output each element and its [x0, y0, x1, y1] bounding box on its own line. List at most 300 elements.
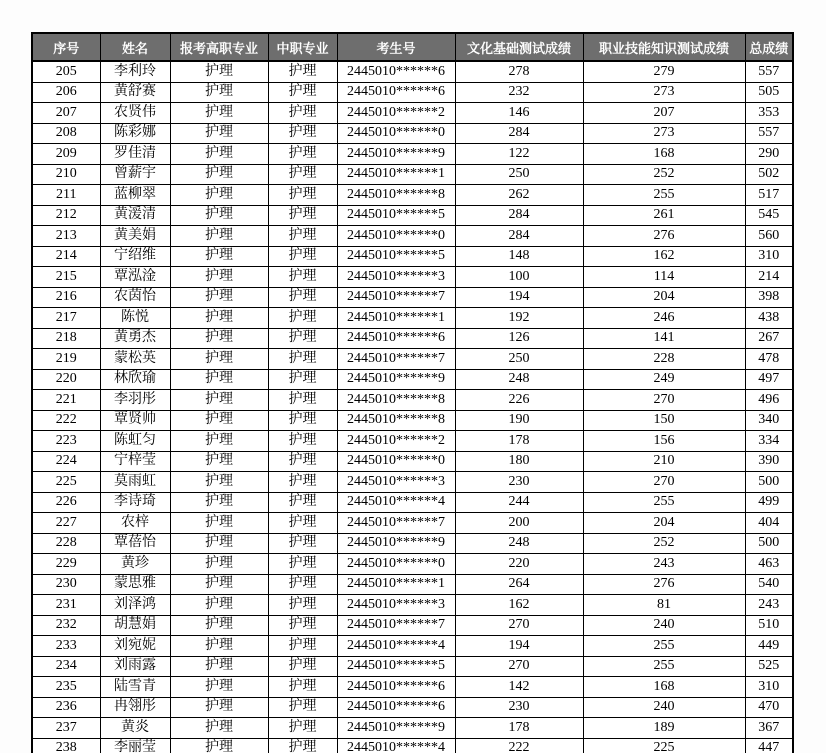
table-row: [32, 185, 793, 206]
cell-total-score: 545: [745, 205, 793, 226]
cell-culture-score: 194: [455, 636, 583, 657]
cell-secondary-major: 护理: [268, 185, 337, 206]
cell-name: 罗佳清: [100, 144, 170, 165]
cell-name: 宁梓莹: [100, 451, 170, 472]
table-row: [32, 328, 793, 349]
cell-candidate-number: 2445010******8: [337, 390, 455, 411]
cell-culture-score: 270: [455, 656, 583, 677]
cell-secondary-major: 护理: [268, 554, 337, 575]
table-row: [32, 697, 793, 718]
score-table: [31, 32, 794, 753]
cell-culture-score: 250: [455, 349, 583, 370]
cell-name: 宁绍维: [100, 246, 170, 267]
cell-serial: 206: [32, 82, 100, 103]
cell-culture-score: 230: [455, 472, 583, 493]
cell-skill-score: 273: [583, 82, 745, 103]
cell-total-score: 447: [745, 738, 793, 753]
cell-serial: 221: [32, 390, 100, 411]
cell-secondary-major: 护理: [268, 123, 337, 144]
cell-culture-score: 162: [455, 595, 583, 616]
cell-skill-score: 162: [583, 246, 745, 267]
cell-candidate-number: 2445010******8: [337, 185, 455, 206]
cell-skill-score: 255: [583, 492, 745, 513]
cell-candidate-number: 2445010******1: [337, 574, 455, 595]
cell-secondary-major: 护理: [268, 246, 337, 267]
cell-secondary-major: 护理: [268, 61, 337, 82]
cell-vocational-major: 护理: [170, 103, 268, 124]
cell-total-score: 478: [745, 349, 793, 370]
cell-total-score: 496: [745, 390, 793, 411]
table-row: [32, 718, 793, 739]
cell-culture-score: 264: [455, 574, 583, 595]
cell-candidate-number: 2445010******2: [337, 431, 455, 452]
cell-skill-score: 141: [583, 328, 745, 349]
column-header: 中职专业: [268, 33, 337, 61]
cell-secondary-major: 护理: [268, 472, 337, 493]
table-row: [32, 677, 793, 698]
cell-candidate-number: 2445010******6: [337, 697, 455, 718]
table-row: [32, 61, 793, 82]
cell-vocational-major: 护理: [170, 677, 268, 698]
cell-secondary-major: 护理: [268, 451, 337, 472]
cell-vocational-major: 护理: [170, 308, 268, 329]
cell-name: 黄湲清: [100, 205, 170, 226]
cell-secondary-major: 护理: [268, 103, 337, 124]
cell-culture-score: 122: [455, 144, 583, 165]
cell-skill-score: 114: [583, 267, 745, 288]
cell-vocational-major: 护理: [170, 287, 268, 308]
cell-skill-score: 240: [583, 615, 745, 636]
table-row: [32, 390, 793, 411]
cell-name: 冉翎彤: [100, 697, 170, 718]
cell-vocational-major: 护理: [170, 123, 268, 144]
cell-culture-score: 226: [455, 390, 583, 411]
cell-total-score: 404: [745, 513, 793, 534]
cell-skill-score: 156: [583, 431, 745, 452]
cell-vocational-major: 护理: [170, 492, 268, 513]
cell-vocational-major: 护理: [170, 205, 268, 226]
cell-skill-score: 270: [583, 472, 745, 493]
cell-culture-score: 222: [455, 738, 583, 753]
cell-vocational-major: 护理: [170, 615, 268, 636]
cell-skill-score: 81: [583, 595, 745, 616]
cell-serial: 236: [32, 697, 100, 718]
cell-serial: 220: [32, 369, 100, 390]
table-row: [32, 738, 793, 753]
cell-serial: 225: [32, 472, 100, 493]
cell-candidate-number: 2445010******6: [337, 82, 455, 103]
cell-name: 覃蓓怡: [100, 533, 170, 554]
cell-serial: 238: [32, 738, 100, 753]
cell-serial: 226: [32, 492, 100, 513]
cell-vocational-major: 护理: [170, 390, 268, 411]
cell-skill-score: 276: [583, 226, 745, 247]
cell-skill-score: 225: [583, 738, 745, 753]
cell-secondary-major: 护理: [268, 390, 337, 411]
table-row: [32, 308, 793, 329]
cell-name: 李羽彤: [100, 390, 170, 411]
cell-skill-score: 207: [583, 103, 745, 124]
cell-skill-score: 189: [583, 718, 745, 739]
cell-culture-score: 126: [455, 328, 583, 349]
table-row: [32, 410, 793, 431]
table-row: [32, 287, 793, 308]
table-row: [32, 554, 793, 575]
cell-skill-score: 228: [583, 349, 745, 370]
cell-candidate-number: 2445010******3: [337, 472, 455, 493]
cell-candidate-number: 2445010******0: [337, 554, 455, 575]
cell-culture-score: 194: [455, 287, 583, 308]
cell-serial: 215: [32, 267, 100, 288]
column-header: 总成绩: [745, 33, 793, 61]
cell-secondary-major: 护理: [268, 431, 337, 452]
cell-secondary-major: 护理: [268, 615, 337, 636]
cell-serial: 212: [32, 205, 100, 226]
cell-skill-score: 168: [583, 677, 745, 698]
cell-secondary-major: 护理: [268, 205, 337, 226]
cell-secondary-major: 护理: [268, 595, 337, 616]
table-row: [32, 369, 793, 390]
table-row: [32, 472, 793, 493]
cell-name: 农梓: [100, 513, 170, 534]
cell-vocational-major: 护理: [170, 369, 268, 390]
cell-name: 黄舒赛: [100, 82, 170, 103]
cell-skill-score: 252: [583, 164, 745, 185]
cell-total-score: 310: [745, 246, 793, 267]
cell-total-score: 500: [745, 472, 793, 493]
cell-secondary-major: 护理: [268, 533, 337, 554]
cell-culture-score: 248: [455, 533, 583, 554]
cell-culture-score: 270: [455, 615, 583, 636]
column-header: 文化基础测试成绩: [455, 33, 583, 61]
cell-total-score: 353: [745, 103, 793, 124]
table-row: [32, 226, 793, 247]
cell-culture-score: 190: [455, 410, 583, 431]
cell-secondary-major: 护理: [268, 697, 337, 718]
cell-culture-score: 142: [455, 677, 583, 698]
cell-secondary-major: 护理: [268, 513, 337, 534]
cell-skill-score: 204: [583, 287, 745, 308]
cell-candidate-number: 2445010******7: [337, 513, 455, 534]
cell-secondary-major: 护理: [268, 718, 337, 739]
cell-skill-score: 255: [583, 185, 745, 206]
cell-vocational-major: 护理: [170, 185, 268, 206]
cell-candidate-number: 2445010******0: [337, 226, 455, 247]
score-table-body: [32, 61, 793, 753]
cell-total-score: 310: [745, 677, 793, 698]
cell-vocational-major: 护理: [170, 246, 268, 267]
cell-serial: 224: [32, 451, 100, 472]
cell-skill-score: 240: [583, 697, 745, 718]
cell-total-score: 517: [745, 185, 793, 206]
column-header: 姓名: [100, 33, 170, 61]
cell-candidate-number: 2445010******2: [337, 103, 455, 124]
cell-candidate-number: 2445010******9: [337, 718, 455, 739]
cell-vocational-major: 护理: [170, 328, 268, 349]
cell-serial: 211: [32, 185, 100, 206]
cell-serial: 219: [32, 349, 100, 370]
cell-serial: 213: [32, 226, 100, 247]
cell-culture-score: 180: [455, 451, 583, 472]
table-row: [32, 164, 793, 185]
cell-vocational-major: 护理: [170, 472, 268, 493]
cell-culture-score: 192: [455, 308, 583, 329]
cell-candidate-number: 2445010******4: [337, 492, 455, 513]
cell-total-score: 497: [745, 369, 793, 390]
cell-skill-score: 150: [583, 410, 745, 431]
cell-vocational-major: 护理: [170, 574, 268, 595]
cell-total-score: 470: [745, 697, 793, 718]
cell-candidate-number: 2445010******7: [337, 349, 455, 370]
cell-culture-score: 244: [455, 492, 583, 513]
cell-total-score: 525: [745, 656, 793, 677]
cell-culture-score: 146: [455, 103, 583, 124]
cell-culture-score: 148: [455, 246, 583, 267]
cell-name: 曾薪宇: [100, 164, 170, 185]
cell-total-score: 267: [745, 328, 793, 349]
cell-vocational-major: 护理: [170, 164, 268, 185]
cell-name: 蒙思雅: [100, 574, 170, 595]
cell-serial: 208: [32, 123, 100, 144]
cell-secondary-major: 护理: [268, 287, 337, 308]
cell-candidate-number: 2445010******5: [337, 656, 455, 677]
cell-skill-score: 255: [583, 656, 745, 677]
cell-vocational-major: 护理: [170, 533, 268, 554]
cell-serial: 217: [32, 308, 100, 329]
cell-serial: 227: [32, 513, 100, 534]
cell-serial: 232: [32, 615, 100, 636]
cell-culture-score: 230: [455, 697, 583, 718]
table-row: [32, 595, 793, 616]
cell-secondary-major: 护理: [268, 574, 337, 595]
cell-culture-score: 262: [455, 185, 583, 206]
cell-total-score: 502: [745, 164, 793, 185]
cell-skill-score: 279: [583, 61, 745, 82]
header-row: [32, 33, 793, 61]
cell-total-score: 557: [745, 123, 793, 144]
cell-name: 刘宛妮: [100, 636, 170, 657]
cell-name: 刘雨露: [100, 656, 170, 677]
cell-total-score: 340: [745, 410, 793, 431]
cell-serial: 209: [32, 144, 100, 165]
cell-candidate-number: 2445010******3: [337, 595, 455, 616]
table-row: [32, 144, 793, 165]
cell-secondary-major: 护理: [268, 164, 337, 185]
cell-name: 黄美娟: [100, 226, 170, 247]
table-row: [32, 533, 793, 554]
table-row: [32, 574, 793, 595]
cell-total-score: 390: [745, 451, 793, 472]
cell-serial: 230: [32, 574, 100, 595]
cell-skill-score: 243: [583, 554, 745, 575]
cell-name: 莫雨虹: [100, 472, 170, 493]
cell-total-score: 290: [745, 144, 793, 165]
cell-skill-score: 261: [583, 205, 745, 226]
cell-name: 黄炎: [100, 718, 170, 739]
cell-serial: 214: [32, 246, 100, 267]
cell-secondary-major: 护理: [268, 677, 337, 698]
cell-total-score: 560: [745, 226, 793, 247]
cell-vocational-major: 护理: [170, 554, 268, 575]
cell-name: 林欣瑜: [100, 369, 170, 390]
column-header: 序号: [32, 33, 100, 61]
cell-total-score: 214: [745, 267, 793, 288]
cell-serial: 235: [32, 677, 100, 698]
cell-vocational-major: 护理: [170, 144, 268, 165]
cell-serial: 228: [32, 533, 100, 554]
cell-candidate-number: 2445010******1: [337, 164, 455, 185]
table-row: [32, 123, 793, 144]
cell-candidate-number: 2445010******1: [337, 308, 455, 329]
cell-skill-score: 270: [583, 390, 745, 411]
cell-total-score: 500: [745, 533, 793, 554]
cell-skill-score: 255: [583, 636, 745, 657]
cell-serial: 223: [32, 431, 100, 452]
cell-vocational-major: 护理: [170, 636, 268, 657]
cell-total-score: 557: [745, 61, 793, 82]
cell-culture-score: 278: [455, 61, 583, 82]
cell-vocational-major: 护理: [170, 226, 268, 247]
cell-vocational-major: 护理: [170, 267, 268, 288]
table-row: [32, 267, 793, 288]
cell-culture-score: 100: [455, 267, 583, 288]
cell-vocational-major: 护理: [170, 349, 268, 370]
cell-candidate-number: 2445010******6: [337, 328, 455, 349]
table-row: [32, 513, 793, 534]
cell-name: 李诗琦: [100, 492, 170, 513]
cell-serial: 233: [32, 636, 100, 657]
cell-skill-score: 276: [583, 574, 745, 595]
column-header: 职业技能知识测试成绩: [583, 33, 745, 61]
cell-vocational-major: 护理: [170, 451, 268, 472]
cell-vocational-major: 护理: [170, 513, 268, 534]
cell-culture-score: 284: [455, 226, 583, 247]
cell-candidate-number: 2445010******0: [337, 451, 455, 472]
cell-total-score: 540: [745, 574, 793, 595]
cell-name: 蒙松英: [100, 349, 170, 370]
cell-candidate-number: 2445010******4: [337, 636, 455, 657]
cell-serial: 205: [32, 61, 100, 82]
cell-vocational-major: 护理: [170, 738, 268, 753]
cell-secondary-major: 护理: [268, 656, 337, 677]
cell-secondary-major: 护理: [268, 410, 337, 431]
cell-name: 黄珍: [100, 554, 170, 575]
cell-name: 陈彩娜: [100, 123, 170, 144]
cell-serial: 210: [32, 164, 100, 185]
cell-name: 蓝柳翠: [100, 185, 170, 206]
cell-name: 农贤伟: [100, 103, 170, 124]
cell-culture-score: 250: [455, 164, 583, 185]
cell-serial: 218: [32, 328, 100, 349]
cell-serial: 229: [32, 554, 100, 575]
cell-candidate-number: 2445010******3: [337, 267, 455, 288]
cell-candidate-number: 2445010******9: [337, 533, 455, 554]
table-row: [32, 636, 793, 657]
table-row: [32, 615, 793, 636]
cell-secondary-major: 护理: [268, 492, 337, 513]
cell-candidate-number: 2445010******5: [337, 205, 455, 226]
cell-name: 黄勇杰: [100, 328, 170, 349]
cell-candidate-number: 2445010******5: [337, 246, 455, 267]
cell-total-score: 510: [745, 615, 793, 636]
cell-secondary-major: 护理: [268, 328, 337, 349]
cell-candidate-number: 2445010******9: [337, 369, 455, 390]
cell-serial: 216: [32, 287, 100, 308]
table-row: [32, 451, 793, 472]
table-row: [32, 82, 793, 103]
cell-vocational-major: 护理: [170, 656, 268, 677]
cell-name: 刘泽鸿: [100, 595, 170, 616]
cell-vocational-major: 护理: [170, 82, 268, 103]
cell-vocational-major: 护理: [170, 410, 268, 431]
cell-serial: 237: [32, 718, 100, 739]
cell-candidate-number: 2445010******6: [337, 61, 455, 82]
column-header: 考生号: [337, 33, 455, 61]
cell-candidate-number: 2445010******7: [337, 615, 455, 636]
cell-vocational-major: 护理: [170, 431, 268, 452]
table-row: [32, 205, 793, 226]
cell-skill-score: 204: [583, 513, 745, 534]
cell-serial: 234: [32, 656, 100, 677]
cell-skill-score: 273: [583, 123, 745, 144]
cell-total-score: 438: [745, 308, 793, 329]
cell-culture-score: 284: [455, 123, 583, 144]
cell-name: 陆雪青: [100, 677, 170, 698]
cell-candidate-number: 2445010******9: [337, 144, 455, 165]
cell-culture-score: 178: [455, 718, 583, 739]
cell-name: 胡慧娟: [100, 615, 170, 636]
cell-name: 李丽莹: [100, 738, 170, 753]
cell-candidate-number: 2445010******4: [337, 738, 455, 753]
cell-skill-score: 249: [583, 369, 745, 390]
cell-total-score: 367: [745, 718, 793, 739]
cell-skill-score: 246: [583, 308, 745, 329]
cell-total-score: 449: [745, 636, 793, 657]
cell-secondary-major: 护理: [268, 369, 337, 390]
cell-candidate-number: 2445010******6: [337, 677, 455, 698]
cell-secondary-major: 护理: [268, 144, 337, 165]
cell-vocational-major: 护理: [170, 61, 268, 82]
cell-vocational-major: 护理: [170, 697, 268, 718]
cell-culture-score: 284: [455, 205, 583, 226]
cell-culture-score: 178: [455, 431, 583, 452]
cell-skill-score: 168: [583, 144, 745, 165]
cell-name: 覃贤帅: [100, 410, 170, 431]
cell-total-score: 499: [745, 492, 793, 513]
table-row: [32, 431, 793, 452]
cell-culture-score: 200: [455, 513, 583, 534]
cell-secondary-major: 护理: [268, 308, 337, 329]
cell-secondary-major: 护理: [268, 349, 337, 370]
cell-name: 覃泓淦: [100, 267, 170, 288]
table-row: [32, 103, 793, 124]
cell-name: 李利玲: [100, 61, 170, 82]
table-row: [32, 656, 793, 677]
table-row: [32, 492, 793, 513]
cell-total-score: 398: [745, 287, 793, 308]
cell-candidate-number: 2445010******8: [337, 410, 455, 431]
cell-skill-score: 252: [583, 533, 745, 554]
table-row: [32, 246, 793, 267]
cell-vocational-major: 护理: [170, 595, 268, 616]
column-header: 报考高职专业: [170, 33, 268, 61]
cell-total-score: 334: [745, 431, 793, 452]
cell-total-score: 243: [745, 595, 793, 616]
cell-candidate-number: 2445010******7: [337, 287, 455, 308]
cell-total-score: 463: [745, 554, 793, 575]
cell-serial: 231: [32, 595, 100, 616]
cell-secondary-major: 护理: [268, 226, 337, 247]
